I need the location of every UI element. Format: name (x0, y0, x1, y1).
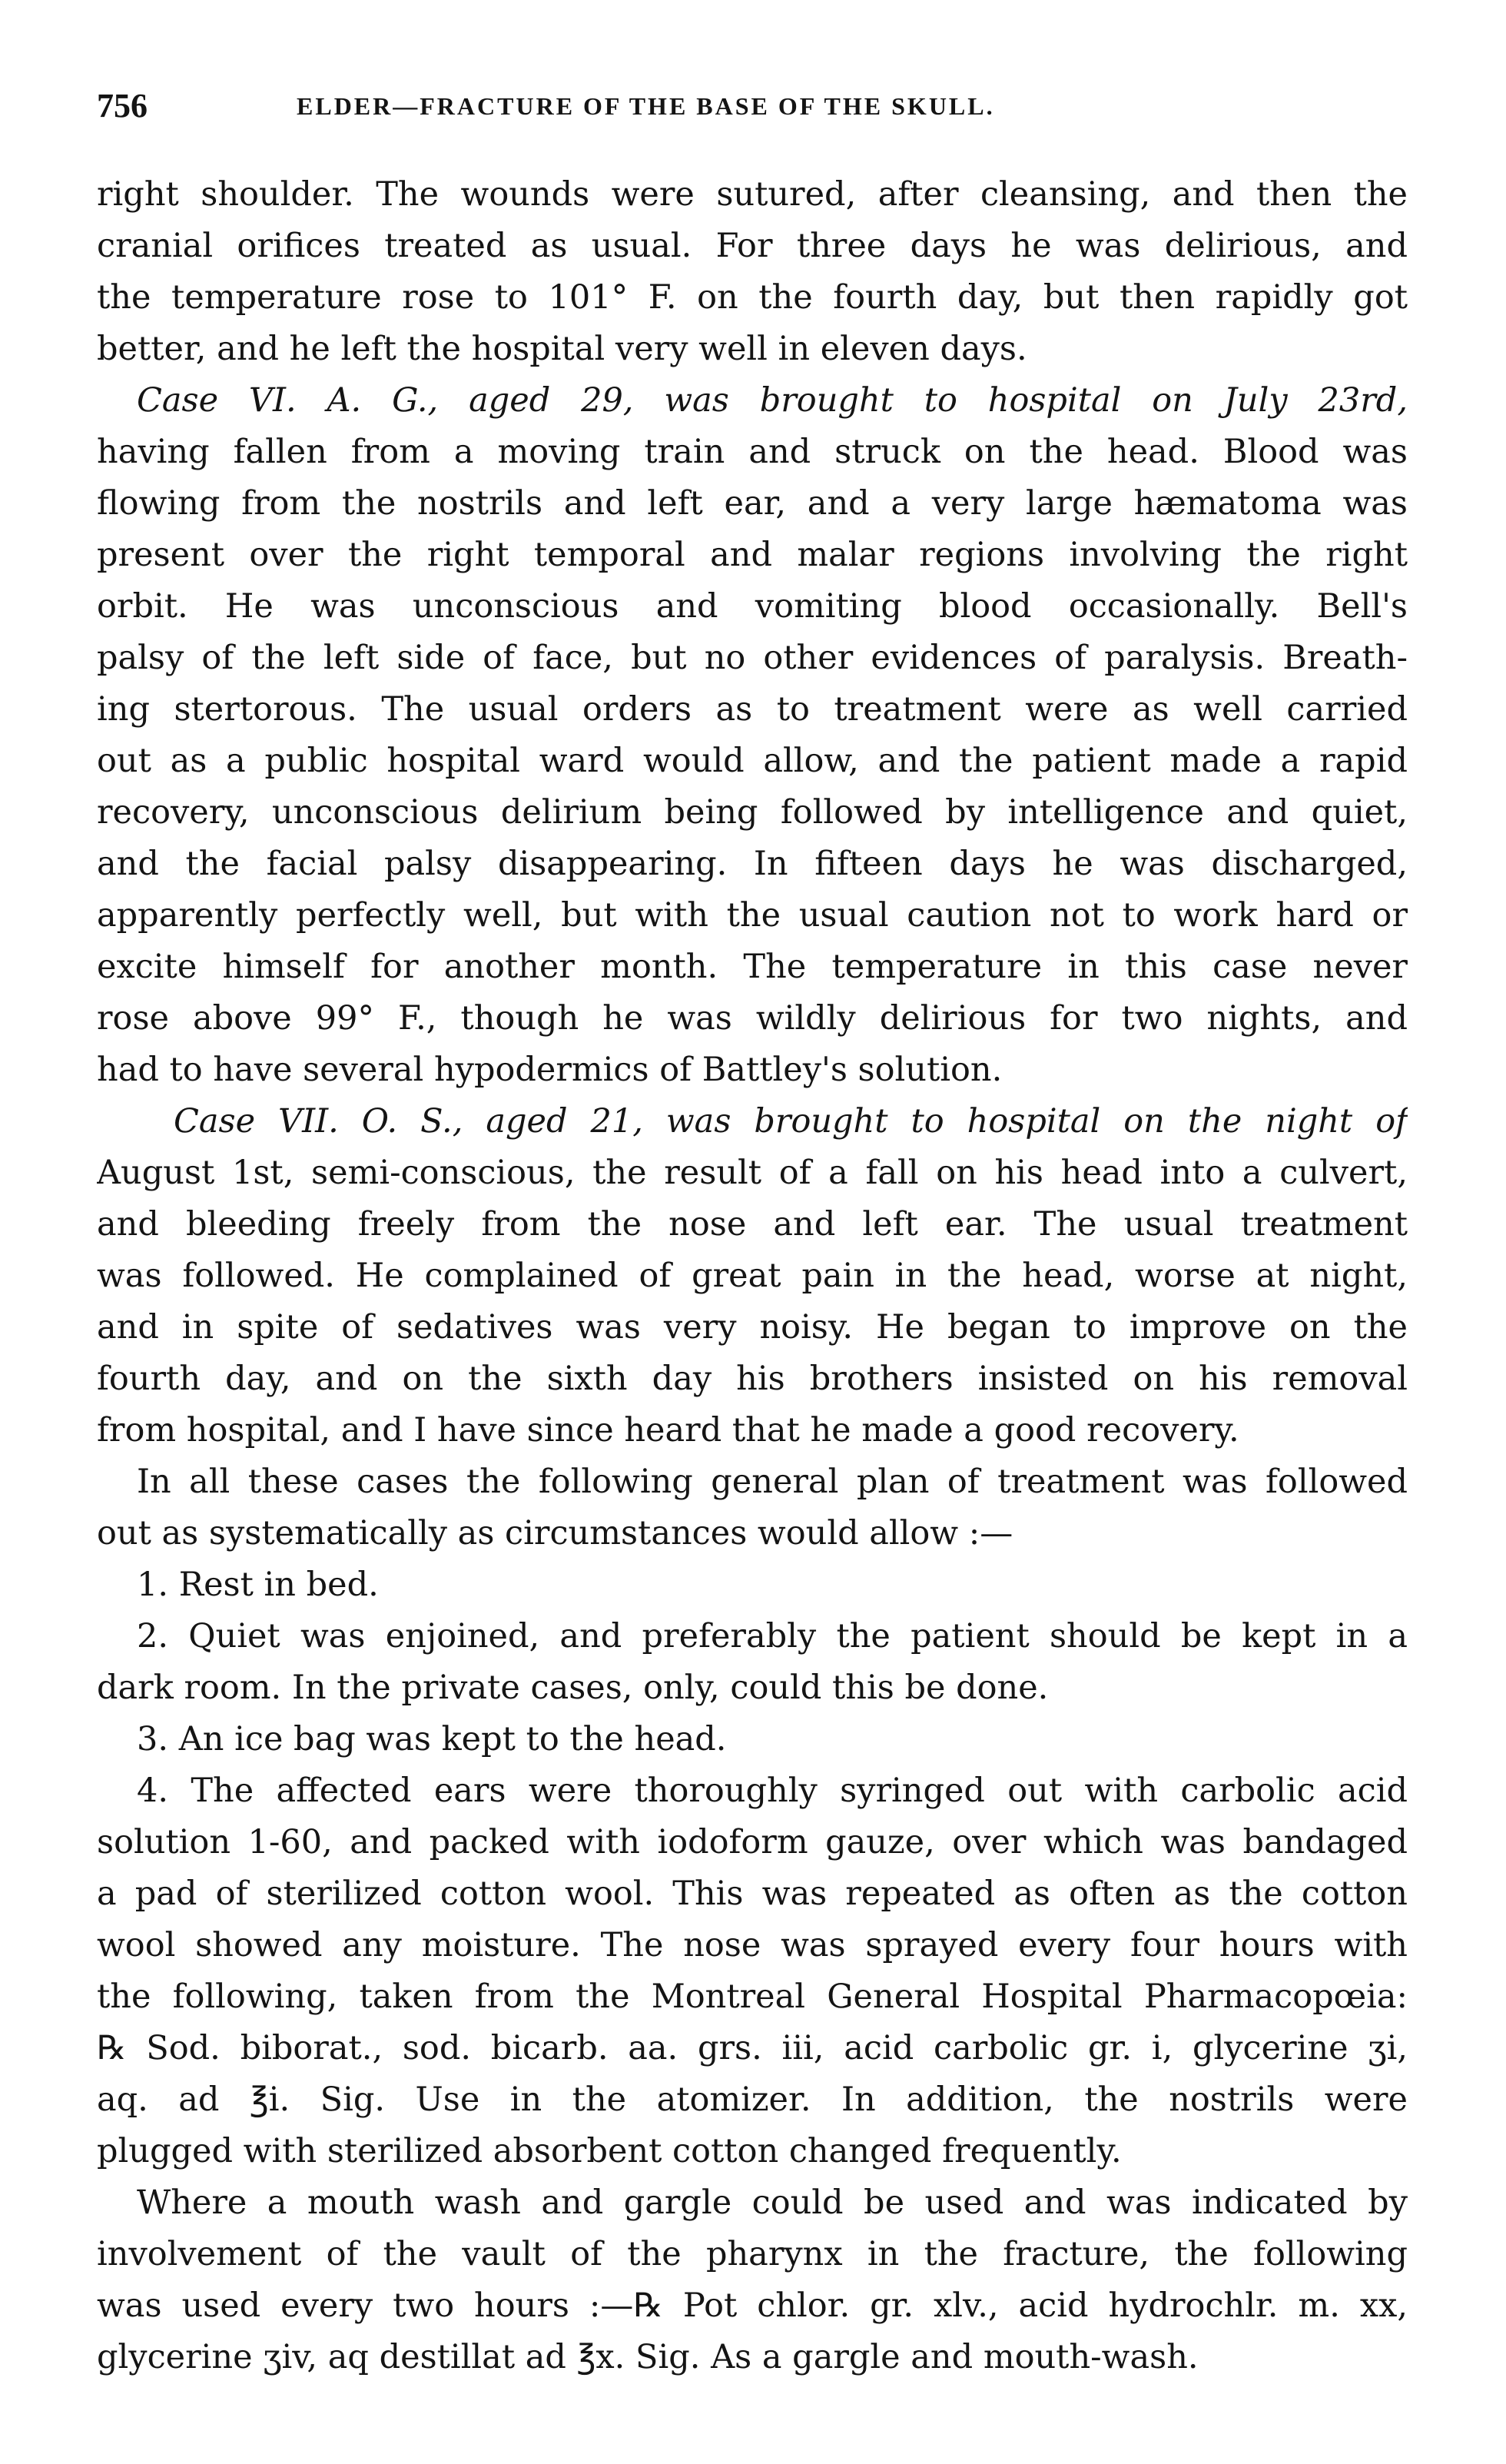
text-line: a pad of sterilized cotton wool. This was repeated as often as the cotton (97, 1875, 1408, 1913)
text-line: August 1st, semi-conscious, the result of a fall on his head into a culvert, (97, 1154, 1408, 1192)
text-line: better, and he left the hospital very well in eleven days. (97, 330, 1027, 368)
text-line: rose above 99° F., though he was wildly delirious for two nights, and (97, 999, 1408, 1038)
text-line: solution 1-60, and packed with iodoform gauze, over which was bandaged (97, 1823, 1408, 1861)
text-line: had to have several hypodermics of Battley's solution. (97, 1051, 1003, 1089)
prescription-line: was used every two hours :—℞ Pot chlor. gr. xlv., acid hydrochlr. m. xx, (97, 2286, 1408, 2325)
list-item: 3. An ice bag was kept to the head. (137, 1720, 727, 1758)
text-line: present over the right temporal and malar regions involving the right (97, 536, 1408, 574)
text-line: cranial orifices treated as usual. For three days he was delirious, and (97, 227, 1408, 265)
body-text (97, 169, 1408, 2383)
text-line: and bleeding freely from the nose and left ear. The usual treatment (97, 1205, 1408, 1244)
text-line: right shoulder. The wounds were sutured, after cleansing, and then the (97, 175, 1408, 214)
text-line: out as systematically as circumstances would allow :— (97, 1514, 1013, 1552)
text-line: the following, taken from the Montreal General Hospital Pharmacopœia: (97, 1978, 1408, 2016)
text-line: involvement of the vault of the pharynx in the fracture, the following (97, 2235, 1408, 2273)
running-head: ELDER—FRACTURE OF THE BASE OF THE SKULL. (297, 92, 995, 120)
text-line: In all these cases the following general plan of treatment was followed (137, 1463, 1408, 1501)
page-header (97, 83, 1409, 129)
case-vii-line: Case VII. O. S., aged 21, was brought to hospital on the night of (174, 1102, 1408, 1141)
text-line: fourth day, and on the sixth day his brothers insisted on his removal (97, 1360, 1408, 1398)
text-line: from hospital, and I have since heard that he made a good recovery. (97, 1411, 1239, 1450)
text-line: ing stertorous. The usual orders as to treatment were as well carried (97, 690, 1408, 729)
text-line: plugged with sterilized absorbent cotton changed frequently. (97, 2132, 1122, 2170)
text-line: having fallen from a moving train and struck on the head. Blood was (97, 433, 1408, 471)
text-line: and in spite of sedatives was very noisy. He began to improve on the (97, 1308, 1408, 1347)
text-line: and the facial palsy disappearing. In fifteen days he was discharged, (97, 845, 1408, 883)
text-line: orbit. He was unconscious and vomiting blood occasionally. Bell's (97, 587, 1408, 626)
text-line: out as a public hospital ward would allow, and the patient made a rapid (97, 742, 1408, 780)
text-line: dark room. In the private cases, only, could this be done. (97, 1669, 1049, 1707)
text-line: palsy of the left side of face, but no other evidences of paralysis. Breath- (97, 639, 1408, 677)
text-line: aq. ad ℥i. Sig. Use in the atomizer. In addition, the nostrils were (97, 2080, 1408, 2119)
case-vi-line: Case VI. A. G., aged 29, was brought to hospital on July 23rd, (137, 381, 1408, 420)
list-item: 4. The affected ears were thoroughly syringed out with carbolic acid (137, 1772, 1408, 1810)
list-item: 2. Quiet was enjoined, and preferably the patient should be kept in a (137, 1617, 1408, 1655)
text-line: excite himself for another month. The temperature in this case never (97, 948, 1408, 986)
text-line: recovery, unconscious delirium being followed by intelligence and quiet, (97, 793, 1408, 832)
page-number: 756 (97, 87, 148, 125)
text-line: apparently perfectly well, but with the usual caution not to work hard or (97, 896, 1408, 935)
text-line: the temperature rose to 101° F. on the fourth day, but then rapidly got (97, 278, 1408, 317)
text-line: wool showed any moisture. The nose was sprayed every four hours with (97, 1926, 1408, 1964)
prescription-line: ℞ Sod. biborat., sod. bicarb. aa. grs. iii, acid carbolic gr. i, glycerine ʒi, (97, 2029, 1408, 2067)
text-line: glycerine ʒiv, aq destillat ad ℥x. Sig. As a gargle and mouth-wash. (97, 2338, 1199, 2376)
text-line: was followed. He complained of great pain in the head, worse at night, (97, 1257, 1408, 1295)
text-line: flowing from the nostrils and left ear, and a very large hæmatoma was (97, 484, 1408, 523)
list-item: 1. Rest in bed. (137, 1566, 379, 1604)
text-line: Where a mouth wash and gargle could be used and was indicated by (137, 2183, 1408, 2222)
